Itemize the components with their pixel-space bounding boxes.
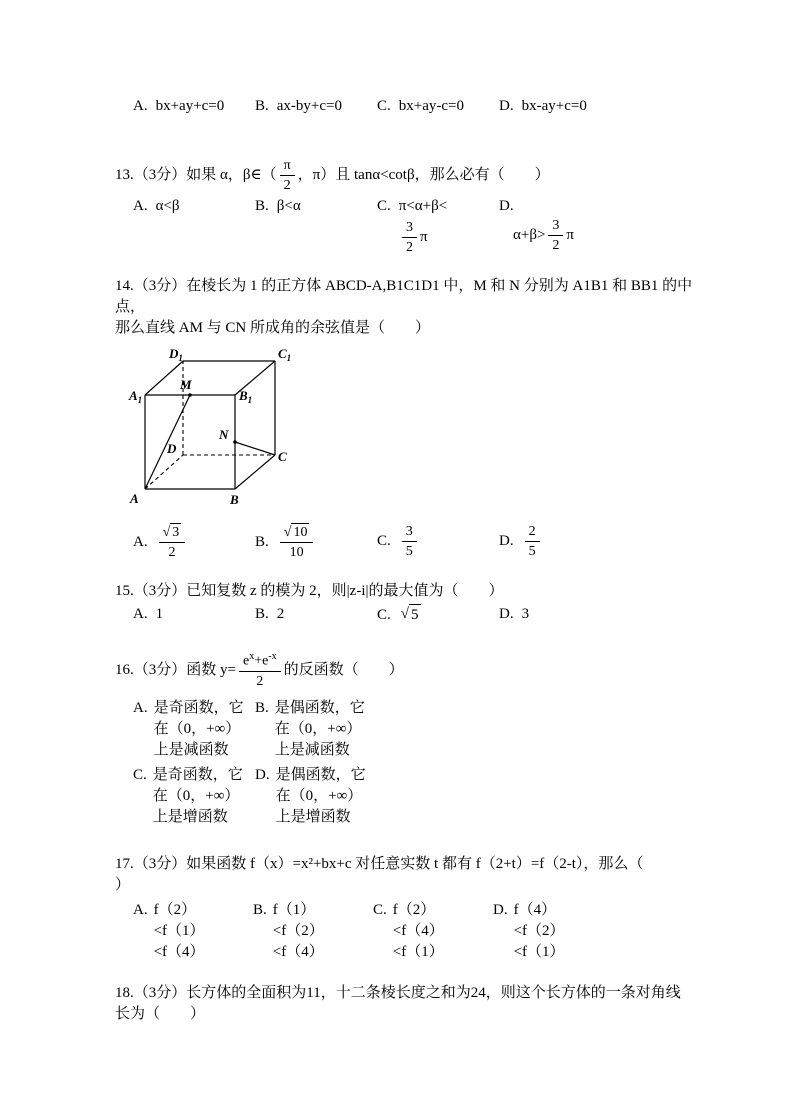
fraction-numerator (159, 523, 186, 543)
option-line-2: <f（4） (392, 922, 444, 939)
option-lines (273, 900, 324, 963)
option-label: D. (255, 766, 270, 783)
option-label: A. (133, 533, 148, 550)
stem-line-1: 18.（3分）长方体的全面积为11，十二条棱长度之和为24，则这个长方体的一条对角线 (115, 984, 681, 1001)
fraction-numerator: 3 (402, 523, 417, 542)
radical-sign: √ (162, 525, 171, 540)
vertex-label-A1: $A_1$ (129, 388, 143, 405)
stem-line-1: 14.（3分）在棱长为 1 的正方体 ABCD-A,B1C1D1 中，M 和 N 分别为 A1B1 和 BB1 的中点， (115, 278, 693, 315)
vertex-label-D: D (167, 441, 177, 456)
option-d (499, 604, 695, 625)
option-label: D. (493, 901, 508, 918)
option-line (499, 96, 587, 117)
fraction-numerator: 2 (525, 523, 540, 542)
option-line (133, 96, 224, 117)
option-label: D. (499, 198, 514, 214)
question-15-options-row (115, 604, 695, 626)
cube-hidden-edges (145, 361, 275, 489)
option-text: ax-by+c=0 (276, 98, 342, 114)
option-text-after: π (566, 227, 574, 243)
exponent-neg-x: -x (268, 651, 277, 662)
option-label: B. (255, 699, 269, 716)
option-lines (275, 698, 365, 761)
option-label: B. (253, 901, 267, 918)
option-c (133, 765, 255, 828)
option-c (377, 523, 499, 560)
fraction-3-over-2 (402, 219, 417, 256)
question-14-options-row (115, 523, 695, 561)
edge-A1D1 (145, 361, 183, 395)
option-line-2: <f（2） (272, 922, 324, 939)
question-12-options-row (115, 96, 695, 117)
vertex-label-B: B (230, 492, 239, 507)
option-label: C. (377, 98, 391, 114)
option-line-1: 是奇函数，它 (152, 766, 243, 783)
option-d (499, 523, 695, 560)
option-label: D. (499, 533, 514, 549)
fraction-numerator: π (280, 157, 295, 176)
option-label: C. (377, 533, 391, 549)
option-b (255, 96, 377, 117)
cube-midpoints (188, 393, 237, 444)
option-text: bx-ay+c=0 (521, 98, 587, 114)
option-label: B. (255, 533, 269, 550)
stem-text-pre: 13.（3分）如果 α，β∈（ (115, 167, 277, 183)
option-c (377, 604, 499, 626)
option-d (493, 900, 695, 963)
option-line-2: 在（0，+∞） (275, 787, 363, 804)
option-a (133, 900, 253, 963)
option-line-3: <f（4） (153, 943, 205, 960)
option-d (499, 96, 695, 117)
cube-figure (127, 343, 307, 508)
option-label: A. (133, 606, 148, 622)
fraction-2-over-5 (525, 523, 540, 560)
question-18-stem (115, 983, 695, 1025)
option-line-2: <f（1） (153, 922, 205, 939)
fraction-sqrt3-over-2 (159, 523, 186, 561)
vertex-label-C1: $C_1$ (278, 346, 292, 363)
option-text: 1 (155, 606, 164, 622)
vertex-label-A: A (130, 491, 139, 506)
option-lines (154, 698, 244, 761)
question-13-options-row (115, 196, 695, 256)
option-lines (153, 765, 243, 828)
option-line-2: <f（2） (513, 922, 565, 939)
stem-text-post: ，π）且 tanα<cotβ，那么必有（ ） (297, 167, 550, 183)
fraction-denominator: 10 (289, 545, 304, 560)
option-line-3: <f（4） (272, 943, 324, 960)
option-line-1: f（2） (392, 901, 436, 918)
fraction-denominator: 2 (406, 240, 413, 255)
option-line-1: 是偶函数，它 (275, 766, 366, 783)
fraction-denominator: 2 (552, 238, 560, 253)
fraction-denominator: 5 (528, 544, 536, 559)
radical-sign: √ (283, 525, 292, 540)
point-M (188, 393, 192, 397)
option-line (255, 196, 301, 217)
question-16-stem (115, 652, 695, 690)
option-line (377, 196, 447, 217)
option-text: β<α (276, 198, 301, 214)
option-label: B. (255, 198, 269, 214)
point-N (233, 440, 237, 444)
option-label: A. (133, 198, 148, 214)
option-line-1: f（1） (272, 901, 316, 918)
option-second-line (399, 219, 428, 256)
cube-figure-wrap (127, 343, 695, 515)
radicand: 5 (409, 604, 421, 626)
fraction-3-over-5 (402, 523, 417, 560)
option-label: C. (133, 766, 147, 783)
option-text: π<α+β< (398, 198, 448, 214)
stem-text-pre: 16.（3分）函数 y= (115, 662, 236, 679)
fraction-numerator: 3 (402, 219, 417, 238)
option-label: A. (133, 699, 148, 716)
stem-text-post: 的反函数（ ） (283, 662, 404, 679)
numerator-mid: +e (254, 653, 269, 669)
option-a (133, 96, 255, 117)
vertex-label-B1: $B_1$ (239, 388, 253, 405)
question-17-options-row (115, 900, 695, 963)
fraction-3-over-2 (548, 217, 563, 254)
option-line-2: 在（0，+∞） (152, 787, 240, 804)
option-line (377, 96, 464, 117)
option-second-line (513, 217, 574, 254)
segment-CN (235, 442, 275, 455)
option-b (255, 523, 377, 561)
option-line-1: f（4） (513, 901, 557, 918)
option-c (377, 196, 499, 256)
option-label: B. (255, 606, 269, 622)
exponent-x: x (249, 651, 255, 662)
stem-line-1: 17.（3分）如果函数 f（x）=x²+bx+c 对任意实数 t 都有 f（2+t）=f（2-t），那么（ (115, 855, 644, 872)
option-line-3: 上是减函数 (274, 741, 350, 758)
option-label: D. (499, 606, 514, 622)
option-d (499, 196, 695, 254)
option-line-2: 在（0，+∞） (153, 720, 241, 737)
fraction-numerator (280, 523, 314, 543)
fraction-denominator: 2 (168, 545, 176, 560)
option-text-pre: α+β> (513, 227, 546, 243)
option-lines (514, 900, 565, 963)
option-lines (276, 765, 366, 828)
fraction-denominator: 5 (405, 544, 413, 559)
fraction-exponential (239, 652, 281, 690)
option-line-1: 是奇函数，它 (153, 699, 244, 716)
option-line (255, 96, 342, 117)
option-a (133, 698, 255, 761)
fraction-sqrt10-over-10 (280, 523, 314, 561)
option-b (255, 604, 377, 625)
option-label: C. (377, 606, 391, 623)
sqrt-5 (401, 604, 421, 626)
option-label: B. (255, 98, 269, 114)
option-b (255, 196, 377, 217)
option-label: A. (133, 901, 148, 918)
option-line-3: 上是增函数 (152, 808, 228, 825)
vertex-label-D1: $D_1$ (169, 346, 183, 363)
option-c (373, 900, 493, 963)
option-text: bx+ay-c=0 (398, 98, 464, 114)
option-text: α<β (155, 198, 180, 214)
option-text: 2 (276, 606, 285, 622)
option-line-3: <f（1） (392, 943, 444, 960)
option-line (499, 196, 522, 217)
edge-BC (235, 455, 275, 489)
numerator-base: e (242, 653, 250, 669)
question-17-stem (115, 854, 695, 896)
option-label: C. (373, 901, 387, 918)
fraction-numerator (239, 652, 281, 672)
option-text-after: π (420, 229, 428, 245)
option-line-1: 是偶函数，它 (274, 699, 365, 716)
stem-line-2: 那么直线 AM 与 CN 所成角的余弦值是（ ） (115, 320, 431, 336)
option-text: bx+ay+c=0 (155, 98, 225, 114)
option-b (255, 698, 377, 761)
option-label: A. (133, 98, 148, 114)
fraction-pi-over-2 (280, 157, 295, 194)
vertex-label-C: C (278, 449, 287, 464)
option-lines (393, 900, 444, 963)
radical-sign: √ (400, 606, 409, 622)
option-a (133, 604, 255, 625)
midpoint-label-M: M (180, 377, 192, 392)
option-line-3: 上是减函数 (153, 741, 229, 758)
stem-line-2: ） (115, 876, 131, 893)
option-label: D. (499, 98, 514, 114)
fraction-numerator: 3 (548, 217, 563, 236)
option-a (133, 523, 255, 561)
fraction-denominator: 2 (256, 673, 264, 689)
option-line-1: f（2） (153, 901, 197, 918)
option-line (133, 196, 180, 217)
option-line-2: 在（0，+∞） (274, 720, 362, 737)
radicand: 3 (172, 525, 180, 540)
option-c (377, 96, 499, 117)
fraction-denominator: 2 (283, 178, 291, 193)
option-text: 3 (521, 606, 530, 622)
question-16-options-grid (115, 698, 695, 828)
radicand: 10 (293, 525, 308, 540)
option-label: C. (377, 198, 391, 214)
option-d (255, 765, 377, 828)
stem-line-2: 长为（ ） (115, 1005, 206, 1022)
question-15-stem: 15.（3分）已知复数 z 的模为 2，则|z-i|的最大值为（ ） (115, 583, 504, 599)
option-line-3: <f（1） (513, 943, 565, 960)
question-13-stem (115, 157, 695, 194)
option-a (133, 196, 255, 217)
question-14-stem (115, 276, 695, 339)
option-b (253, 900, 373, 963)
edge-AD-hidden (145, 455, 183, 489)
option-line-3: 上是增函数 (275, 808, 351, 825)
cube-solid-edges (145, 361, 275, 489)
option-lines (154, 900, 205, 963)
midpoint-label-N: N (219, 427, 229, 442)
